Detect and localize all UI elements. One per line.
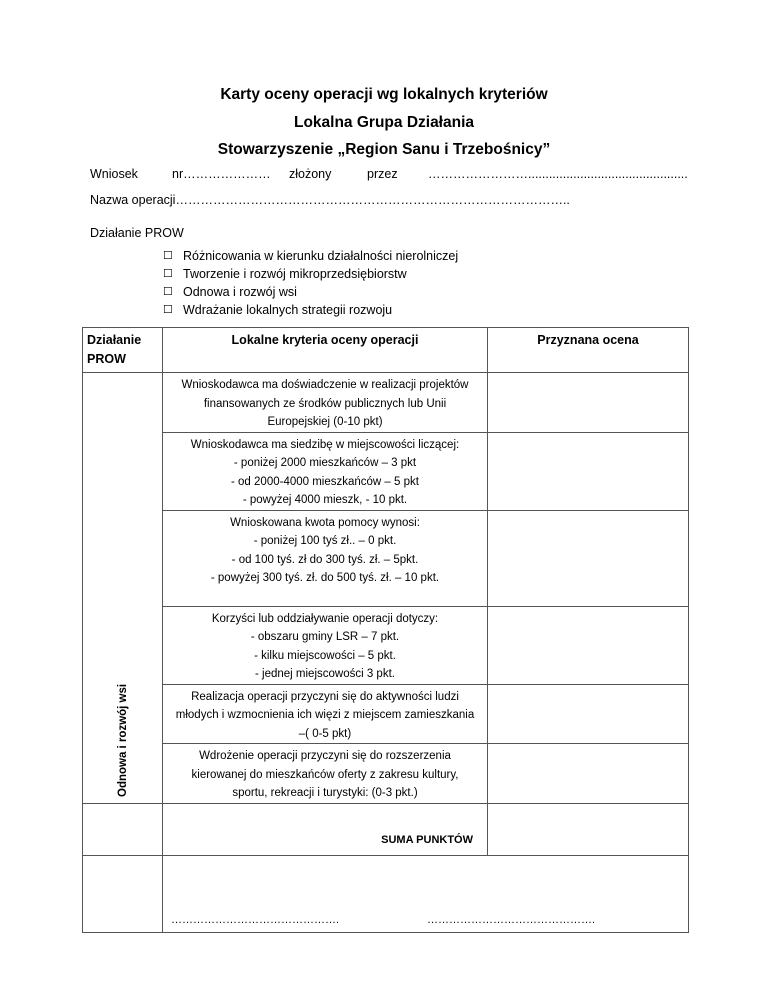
- criterion-line: - kilku miejscowości – 5 pkt.: [254, 649, 396, 662]
- score-input-cell[interactable]: [488, 510, 689, 606]
- action-cell: [83, 373, 163, 804]
- checkbox-icon[interactable]: ☐: [163, 250, 173, 262]
- criterion-cell: [163, 510, 488, 606]
- empty-cell: [83, 855, 163, 932]
- criterion-cell: [163, 684, 488, 744]
- total-points-input[interactable]: [488, 803, 689, 855]
- option-label: Odnowa i rozwój wsi: [183, 285, 297, 299]
- option-label: Różnicowania w kierunku działalności nierolniczej: [183, 249, 459, 263]
- criterion-line: - powyżej 4000 mieszk, - 10 pkt.: [242, 494, 408, 506]
- wniosek-label: Wniosek: [90, 167, 138, 181]
- criterion-line: finansowanych ze środków publicznych lub Unii: [203, 397, 447, 410]
- przez-label: przez: [367, 167, 398, 181]
- score-input-cell[interactable]: [488, 432, 689, 510]
- nazwa-operacji-field[interactable]: Nazwa operacji…………………………………………………………………………………..: [90, 193, 570, 207]
- criterion-line: Wnioskowana kwota pomocy wynosi:: [230, 516, 420, 529]
- score-input-cell[interactable]: [488, 606, 689, 684]
- criterion-line: –( 0-5 pkt): [298, 727, 352, 740]
- option-item[interactable]: [163, 265, 458, 283]
- evaluation-table: [82, 327, 689, 933]
- organization-name: Stowarzyszenie „Region Sanu i Trzebośnicy”: [217, 141, 551, 158]
- criterion-line: - powyżej 300 tyś. zł. do 500 tyś. zł. – 10 pkt.: [210, 572, 440, 584]
- criterion-line: Europejskiej (0-10 pkt): [267, 416, 383, 428]
- checkbox-icon[interactable]: ☐: [163, 286, 173, 298]
- signature-cell: [163, 855, 689, 932]
- document-title: Karty oceny operacji wg lokalnych kryteriów: [220, 86, 548, 103]
- wniosek-number-field[interactable]: nr…………………: [172, 167, 271, 181]
- header-score: Przyznana ocena: [488, 328, 689, 373]
- criterion-line: Realizacja operacji przyczyni się do aktywności ludzi: [191, 690, 459, 703]
- checkbox-icon[interactable]: ☐: [163, 268, 173, 280]
- criterion-line: młodych i wzmocnienia ich więzi z miejscem zamieszkania: [175, 709, 475, 721]
- score-input-cell[interactable]: [488, 744, 689, 804]
- criterion-cell: [163, 744, 488, 804]
- vertical-action-label: Odnowa i rozwój wsi: [116, 683, 129, 797]
- criterion-line: Wdrożenie operacji przyczyni się do rozszerzenia: [199, 750, 451, 762]
- criterion-line: Korzyści lub oddziaływanie operacji dotyczy:: [211, 612, 439, 625]
- criterion-line: kierowanej do mieszkańców oferty z zakresu kultury,: [191, 768, 459, 781]
- option-item[interactable]: [163, 247, 458, 265]
- criterion-line: Wnioskodawca ma siedzibę w miejscowości liczącej:: [190, 438, 460, 451]
- prow-options-list: [163, 247, 458, 319]
- criterion-cell: [163, 373, 488, 433]
- total-points-label: SUMA PUNKTÓW: [163, 803, 488, 855]
- header-criteria: Lokalne kryteria oceny operacji: [163, 328, 488, 373]
- criterion-cell: [163, 606, 488, 684]
- empty-cell: [83, 803, 163, 855]
- option-label: Tworzenie i rozwój mikroprzedsiębiorstw: [183, 267, 407, 281]
- option-item[interactable]: [163, 301, 458, 319]
- header-dzialanie-prow: Działanie PROW: [83, 328, 163, 373]
- zlozony-label: złożony: [289, 167, 332, 181]
- criterion-line: - obszaru gminy LSR – 7 pkt.: [250, 631, 400, 643]
- option-item[interactable]: [163, 283, 458, 301]
- criterion-line: sportu, rekreacji i turystyki: (0-3 pkt.): [232, 787, 418, 799]
- criterion-line: - jednej miejscowości 3 pkt.: [255, 668, 395, 680]
- criterion-line: - od 2000-4000 mieszkańców – 5 pkt: [231, 475, 419, 488]
- score-input-cell[interactable]: [488, 373, 689, 433]
- criterion-line: Wnioskodawca ma doświadczenie w realizacji projektów: [181, 379, 469, 391]
- criterion-line: - od 100 tyś. zł do 300 tyś. zł. – 5pkt.: [231, 553, 419, 566]
- criterion-cell: [163, 432, 488, 510]
- checkbox-icon[interactable]: ☐: [163, 304, 173, 316]
- przez-field[interactable]: ……………………..............................................: [428, 167, 688, 181]
- document-subtitle: Lokalna Grupa Działania: [293, 114, 475, 131]
- dzialanie-prow-label: Działanie PROW: [90, 226, 184, 240]
- score-input-cell[interactable]: [488, 684, 689, 744]
- option-label: Wdrażanie lokalnych strategii rozwoju: [183, 303, 393, 317]
- signature-line-1[interactable]: ……………………………………….: [171, 913, 340, 926]
- criterion-line: - poniżej 2000 mieszkańców – 3 pkt: [233, 457, 417, 469]
- criterion-line: - poniżej 100 tyś zł.. – 0 pkt.: [253, 535, 397, 547]
- signature-line-2[interactable]: ……………………………………….: [427, 913, 596, 926]
